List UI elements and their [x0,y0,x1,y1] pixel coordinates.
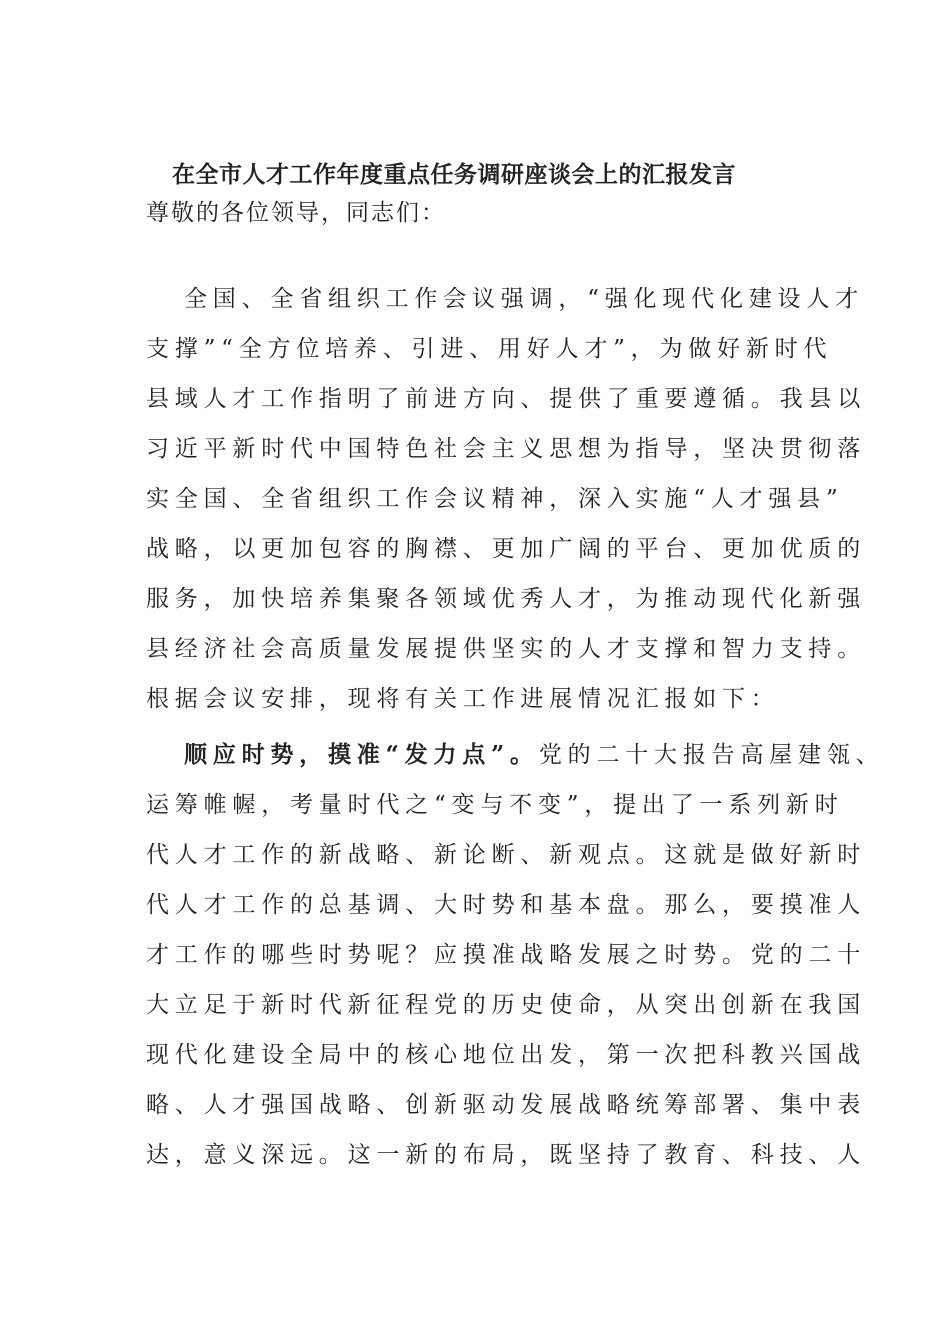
paragraph-line-rest: 党的二十大报告高屋建瓴、 [538,742,885,768]
paragraph-line: 现代化建设全局中的核心地位出发，第一次把科教兴国战 [146,1042,866,1068]
document-title: 在全市人才工作年度重点任务调研座谈会上的汇报发言 [172,161,736,188]
section-heading-line [184,736,885,774]
salutation: 尊敬的各位领导，同志们： [146,200,446,226]
paragraph-line: 战略，以更加包容的胸襟、更加广阔的平台、更加优质的 [146,536,866,562]
paragraph-line: 县域人才工作指明了前进方向、提供了重要遵循。我县以 [146,386,866,412]
paragraph-line: 代人才工作的总基调、大时势和基本盘。那么，要摸准人 [146,892,866,918]
paragraph-line: 全国、全省组织工作会议强调，“强化现代化建设人才 [184,286,864,312]
paragraph-line: 实全国、全省组织工作会议精神，深入实施“人才强县” [146,486,844,512]
paragraph-line: 大立足于新时代新征程党的历史使命，从突出创新在我国 [146,992,866,1018]
paragraph-line: 县经济社会高质量发展提供坚实的人才支撑和智力支持。 [146,636,866,662]
paragraph-line: 略、人才强国战略、创新驱动发展战略统筹部署、集中表 [146,1092,866,1118]
paragraph-line: 支撑”“全方位培养、引进、用好人才”，为做好新时代 [146,336,833,362]
section-heading: 顺应时势，摸准“发力点”。 [184,741,539,768]
paragraph-line: 运筹帷幄，考量时代之“变与不变”，提出了一系列新时 [146,792,844,818]
paragraph-line: 根据会议安排，现将有关工作进展情况汇报如下： [146,686,780,712]
paragraph-line: 才工作的哪些时势呢？应摸准战略发展之时势。党的二十 [146,942,866,968]
paragraph-line: 服务，加快培养集聚各领域优秀人才，为推动现代化新强 [146,586,866,612]
paragraph-line: 习近平新时代中国特色社会主义思想为指导，坚决贯彻落 [146,436,866,462]
paragraph-line: 达，意义深远。这一新的布局，既坚持了教育、科技、人 [146,1142,866,1168]
paragraph-line: 代人才工作的新战略、新论断、新观点。这就是做好新时 [146,842,866,868]
